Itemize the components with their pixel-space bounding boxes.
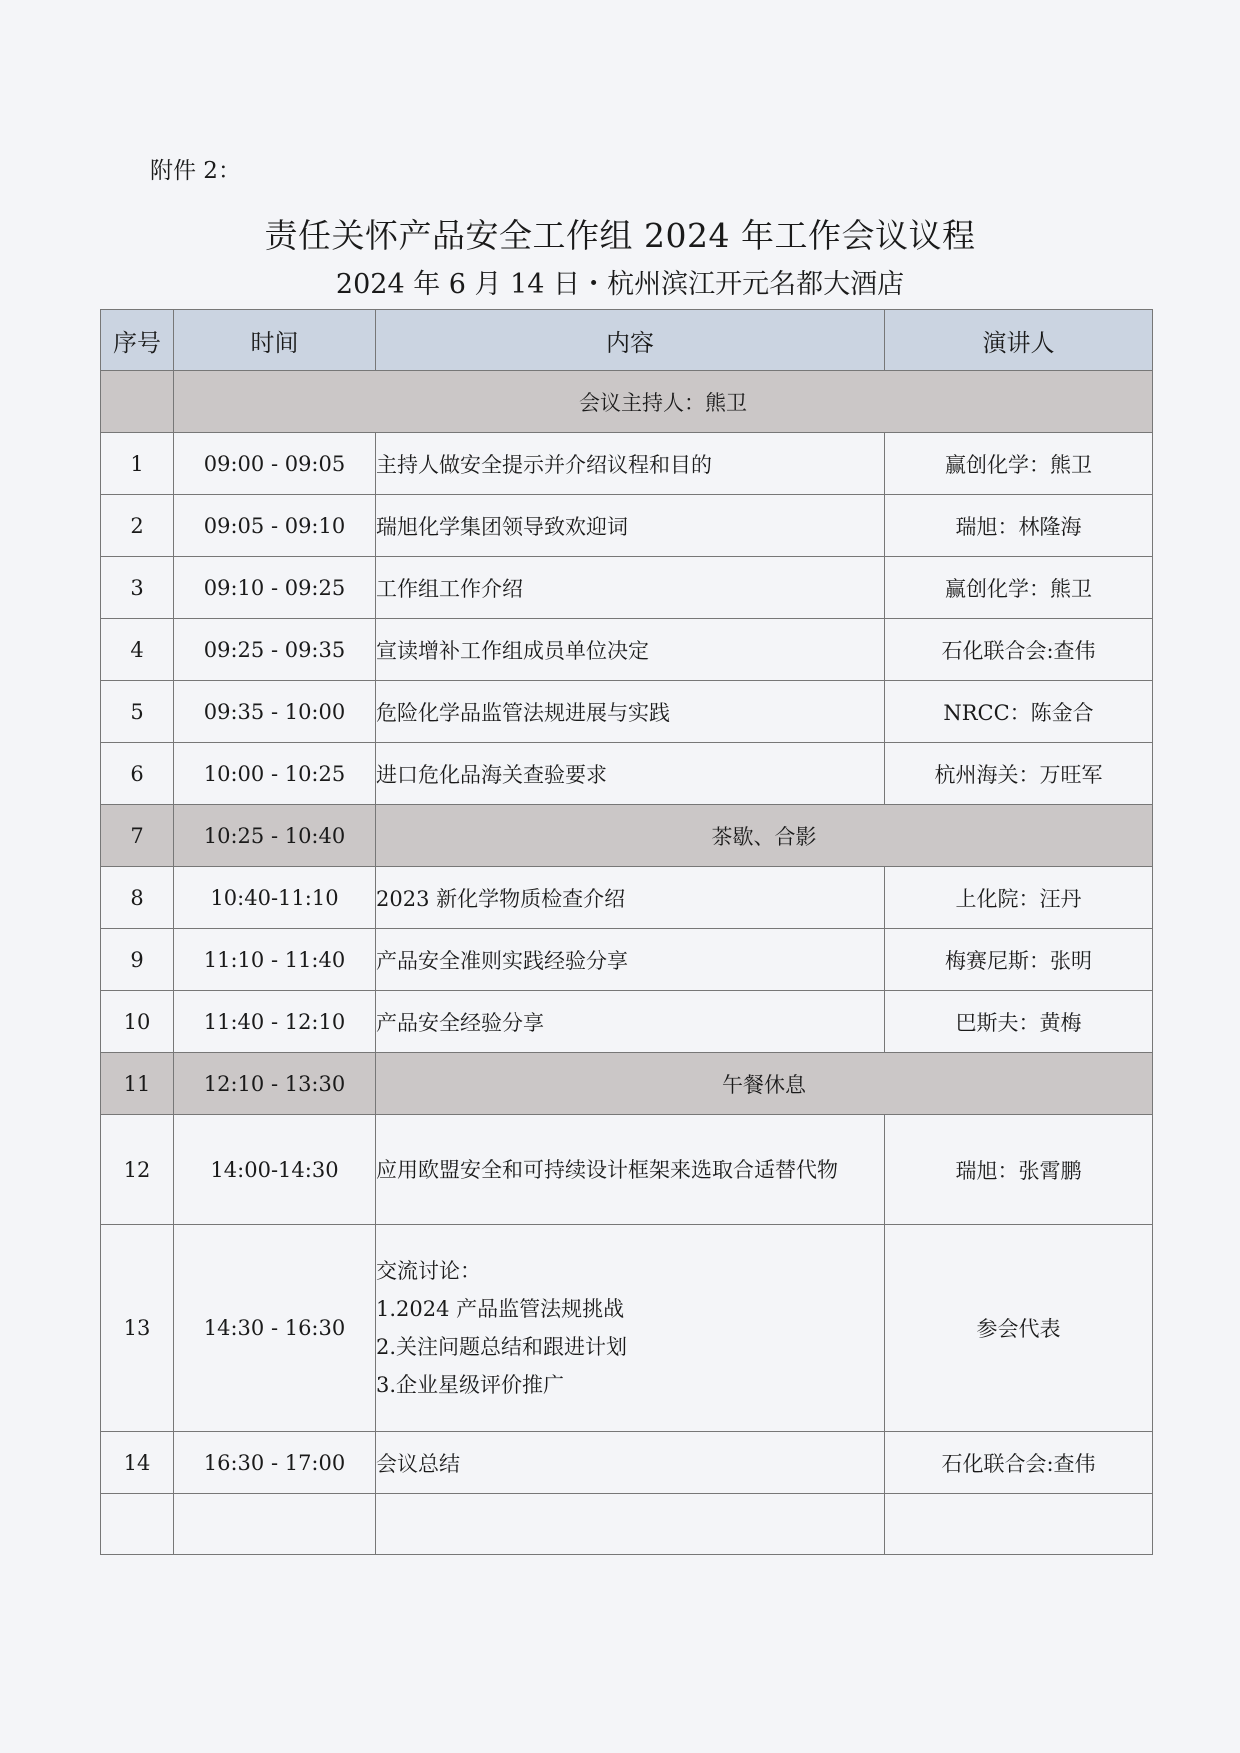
row-content-discussion [376, 1225, 885, 1432]
table-row [101, 1225, 1153, 1432]
row-content: 宣读增补工作组成员单位决定 [376, 619, 885, 681]
header-no: 序号 [101, 310, 174, 371]
break-label: 午餐休息 [376, 1053, 1153, 1115]
table-row [101, 867, 1153, 929]
row-time: 09:35 - 10:00 [174, 681, 376, 743]
table-row [101, 991, 1153, 1053]
row-speaker: 梅赛尼斯：张明 [885, 929, 1153, 991]
discussion-heading: 交流讨论： [376, 1259, 481, 1283]
empty-cell [885, 1494, 1153, 1555]
row-no: 8 [101, 867, 174, 929]
row-no: 2 [101, 495, 174, 557]
row-no: 10 [101, 991, 174, 1053]
row-no: 11 [101, 1053, 174, 1115]
row-content: 瑞旭化学集团领导致欢迎词 [376, 495, 885, 557]
break-row-tea [101, 805, 1153, 867]
row-content: 产品安全经验分享 [376, 991, 885, 1053]
empty-cell [174, 1494, 376, 1555]
row-no: 9 [101, 929, 174, 991]
row-speaker: 赢创化学：熊卫 [885, 557, 1153, 619]
row-time: 10:00 - 10:25 [174, 743, 376, 805]
host-row [101, 371, 1153, 433]
empty-row [101, 1494, 1153, 1555]
row-time: 14:00-14:30 [174, 1115, 376, 1225]
row-no: 7 [101, 805, 174, 867]
discussion-item-1: 1.2024 产品监管法规挑战 [376, 1297, 625, 1321]
break-label: 茶歇、合影 [376, 805, 1153, 867]
row-time: 11:40 - 12:10 [174, 991, 376, 1053]
table-row [101, 929, 1153, 991]
discussion-item-3: 3.企业星级评价推广 [376, 1373, 565, 1397]
row-content: 会议总结 [376, 1432, 885, 1494]
document-title: 责任关怀产品安全工作组 2024 年工作会议议程 [264, 216, 976, 255]
row-speaker: 上化院：汪丹 [885, 867, 1153, 929]
row-time: 11:10 - 11:40 [174, 929, 376, 991]
table-row [101, 1115, 1153, 1225]
table-row [101, 557, 1153, 619]
header-content: 内容 [376, 310, 885, 371]
row-content: 危险化学品监管法规进展与实践 [376, 681, 885, 743]
row-speaker: NRCC：陈金合 [885, 681, 1153, 743]
row-content: 应用欧盟安全和可持续设计框架来选取合适替代物 [376, 1115, 885, 1225]
row-time: 10:25 - 10:40 [174, 805, 376, 867]
row-speaker: 杭州海关：万旺军 [885, 743, 1153, 805]
row-no: 12 [101, 1115, 174, 1225]
row-speaker: 赢创化学：熊卫 [885, 433, 1153, 495]
agenda-table [100, 309, 1153, 1555]
table-row [101, 619, 1153, 681]
row-time: 09:05 - 09:10 [174, 495, 376, 557]
row-no: 14 [101, 1432, 174, 1494]
row-speaker: 参会代表 [885, 1225, 1153, 1432]
header-time: 时间 [174, 310, 376, 371]
row-content: 进口危化品海关查验要求 [376, 743, 885, 805]
row-time: 14:30 - 16:30 [174, 1225, 376, 1432]
host-label: 会议主持人：熊卫 [174, 371, 1153, 433]
document-subtitle: 2024 年 6 月 14 日・杭州滨江开元名都大酒店 [335, 269, 905, 300]
row-no: 13 [101, 1225, 174, 1432]
empty-cell [376, 1494, 885, 1555]
row-speaker: 瑞旭：张霄鹏 [885, 1115, 1153, 1225]
table-row [101, 743, 1153, 805]
row-speaker: 瑞旭：林隆海 [885, 495, 1153, 557]
row-time: 09:10 - 09:25 [174, 557, 376, 619]
row-content: 产品安全准则实践经验分享 [376, 929, 885, 991]
discussion-item-2: 2.关注问题总结和跟进计划 [376, 1335, 628, 1359]
table-row [101, 681, 1153, 743]
row-time: 16:30 - 17:00 [174, 1432, 376, 1494]
table-row [101, 495, 1153, 557]
table-row [101, 433, 1153, 495]
row-no: 4 [101, 619, 174, 681]
table-header-row [101, 310, 1153, 371]
header-speaker: 演讲人 [885, 310, 1153, 371]
row-time: 09:25 - 09:35 [174, 619, 376, 681]
row-time: 09:00 - 09:05 [174, 433, 376, 495]
row-content: 工作组工作介绍 [376, 557, 885, 619]
row-time: 12:10 - 13:30 [174, 1053, 376, 1115]
row-speaker: 巴斯夫：黄梅 [885, 991, 1153, 1053]
row-content: 2023 新化学物质检查介绍 [376, 867, 885, 929]
row-speaker: 石化联合会:查伟 [885, 1432, 1153, 1494]
attachment-label: 附件 2： [150, 158, 241, 184]
host-row-no [101, 371, 174, 433]
break-row-lunch [101, 1053, 1153, 1115]
row-no: 6 [101, 743, 174, 805]
row-content: 主持人做安全提示并介绍议程和目的 [376, 433, 885, 495]
row-time: 10:40-11:10 [174, 867, 376, 929]
row-no: 3 [101, 557, 174, 619]
table-row [101, 1432, 1153, 1494]
row-speaker: 石化联合会:查伟 [885, 619, 1153, 681]
row-no: 5 [101, 681, 174, 743]
row-no: 1 [101, 433, 174, 495]
empty-cell [101, 1494, 174, 1555]
